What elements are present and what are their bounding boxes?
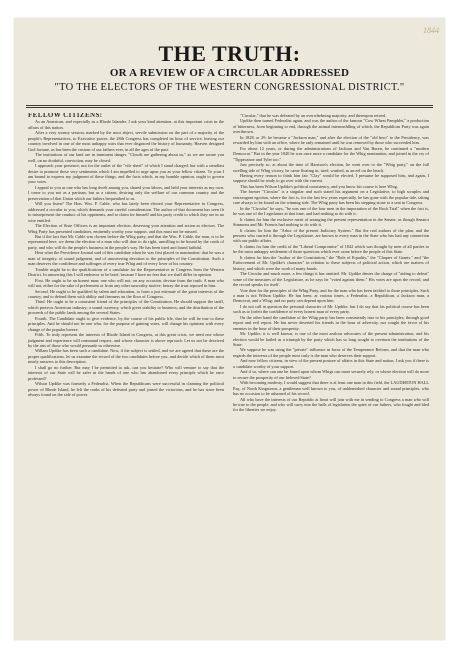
body-paragraph: On the other hand the candidate of the Whig party has been consistently true to his principles, through good report and evil report. He has never deserted his friends in the hour of adversity, nor sought the favor of his enemies in the hour of their prosperity. — [233, 314, 429, 331]
body-paragraph: Trouble might be to the qualifications of a candidate for the Representative in Congress from the Western District. In answering this I will endeavor to be brief, because I have no fear that we shall differ in opinion. — [28, 266, 224, 278]
body-paragraph: I do not call in question the personal character of Mr. Updike, but I do say that his political course has been such as to forfeit the confidence of every honest man of every party. — [233, 303, 429, 315]
body-paragraph: It claims for him the "author of the Constitution," the "Rule of Equality," the "Chapter of Grants," and "the Enforcement of Mr. Updike's character" in relation to these subjects of political action, which are matters of history, and which were the work of many hands. — [233, 254, 429, 271]
broadside-sheet — [14, 18, 445, 640]
left-column — [28, 113, 224, 633]
salutation: FELLOW CITIZENS: — [28, 113, 103, 119]
body-paragraph: And if so, where can one be found upon whom Whigs can more securely rely, or whose election will do more to secure the prosperity of our beloved State? — [233, 369, 429, 380]
body-paragraph: As an American, and especially as a Rhode Islander, I ask your kind attention, at this important crisis in the affairs of this nation. — [28, 119, 224, 130]
body-paragraph: I approach your presence, not for the outlet of the "vile sheet" of which I stand charged, but with a steadfast desire to promote those very sentiments which I am impelled to urge upon you as your fellow citizen. To your I am bound to express my judgment of these things, and the facts which, in my humble opinion, ought to govern your votes. — [28, 163, 224, 185]
body-paragraph: Hear what the Providence Journal said of this candidate when he was first placed in nomination: that he was a man of integrity, of sound judgment, and of unwavering devotion to the principles of the Constitution. Such a man deserves the confidence and suffrages of every true Whig and of every lover of his country. — [28, 250, 224, 267]
body-paragraph: First. He ought to be an honest man; one who will not, on any occasion, deviate from the truth. A man who will not, either for the sake of preferment or from any other unworthy motive, betray the trust reposed in him. — [28, 277, 224, 289]
body-paragraph: Mr. Updike, it is well known, is one of the most zealous advocates of the present administration, and his election would be hailed as a triumph by the party which has so long sought to overturn the institutions of the State. — [233, 331, 429, 348]
body-paragraph: The former "Circular" is a singular and such stated his argument on a Legislative, to high scruples and extravagant egotism, where the fact is, for the last few years especially, he has gone with the popular tide, taking care always to be found on the winning side. The Whig party has been his stepping stone to a seat in Congress. — [233, 189, 429, 206]
body-paragraph: And now fellow citizens, in view of the present posture of affairs in this State and nation, I ask you if there is a candidate worthy of your support. — [233, 358, 429, 369]
body-paragraph: Just precisely so, at about the time of Harrison's election, he went over to the "Whig party," on the full swelling tide of Whig victory, he came floating in, tired, washed, as an eel on the beach. — [233, 162, 429, 173]
body-paragraph: This has been Wilson Updike's political consistency, and you know his course is here Whig. — [240, 183, 398, 189]
document-title: THE TRUTH: — [158, 41, 301, 66]
body-paragraph: It claims for him the exclusive merit of arranging the present representation in the Senate, as though Senator Simmons and Mr. Francis had nothing to do with it. — [233, 216, 429, 228]
body-paragraph: Having every reason to think him fair "Clay" would be elected, I presume he supposed him, and again, I suppose should be ready to go over with the current. — [233, 172, 429, 184]
body-paragraph: In 1828, or 29, he became a "Jackson man," and after the election of the "old hero" to the Presidency, was rewarded by him with an office, where he only remained until he was removed by those who succeeded him. — [233, 134, 429, 146]
body-paragraph: It claims for him the "Arbor of the present Judiciary System." But the real authors of the plan, and the persons who carried it through the Legislature, are known to every man in the State who has had any connection with our public affairs. — [233, 227, 429, 244]
body-paragraph: We suppose he was using the "private" influence in favor of the Temperance Reform, and that the man who regards the interests of the people most truly is the man who deserves their support. — [233, 347, 429, 358]
body-paragraph: Fourth. The Candidate ought to give evidence, by the course of his public life, that he will be true to these principles. And he should not be one who, for the purpose of gaining votes, will change his opinions with every change of the popular breeze. — [28, 315, 224, 332]
body-paragraph: The Circular and much more, a few things it has omitted. Mr. Updike denies the charge of "aiding to defeat" some of the measures of the Legislature, as he says he "voted against them." His votes are upon the record, and the record speaks for itself. — [233, 271, 429, 288]
document-subtitle-address: "TO THE ELECTORS OF THE WESTERN CONGRESSIONAL DISTRICT." — [54, 82, 405, 93]
right-column — [233, 113, 429, 633]
body-paragraph: The Election of Siste Officers is an important election, deserving your attention and action as electors. The Whig Party has presented candidates, eminently worthy your support, and this must not be missed. — [28, 223, 224, 234]
body-paragraph: "Circular," that he was defeated by an overwhelming majority, and thereupon retired. — [240, 113, 387, 118]
body-paragraph: With becoming modesty, I would suggest that there is at least one man in this field, the LAUDERTON HALL Esq. of North Kingstown, a gentleman well known to you, of unblemished character and sound principles, who has no occasion to be ashamed of his record. — [233, 380, 429, 397]
handwritten-note: 1844 — [423, 26, 439, 35]
body-paragraph: It claims for him the credit of the "Liberal Compromise" of 1842 which was thought by men of all parties to be the most unhappy settlement of those questions which ever came before the people of this State. — [233, 243, 429, 255]
body-paragraph: After a very stormy session, marked by the most abject, servile submission on the part of a majority of the people's Representatives, to Executive power, the 28th Congress has completed its hour of service, leaving our country involved in one of the most unhappy wars that ever disgraced the history of humanity. Heaven designed God fortune, as has been the custom of our fathers ever, in all the ages of the past. — [28, 130, 224, 152]
body-paragraph: Willam Updike has been such a candidate. Now, if the subject is settled, and we are agreed that these are the proper qualifications, let us examine the record of the two candidates before you, and decide which of them most nearly answers to this description. — [28, 348, 224, 365]
body-paragraph: Wilson Updike was formerly a Federalist. When the Republicans were successful in claiming the political power of Rhode Island, he left the ranks of his defeated party and joined the victorious, and he has since been always found on the side of power. — [28, 381, 224, 398]
body-paragraph: In the "Circular" he says, "he was one of the four men in the importation of the Rock Trial" when the fact is, he was one of the Legislature at that time, and had nothing to do with it. — [233, 205, 429, 217]
body-paragraph: For about 12 years, or during the administrations of Jackson and Van Buren, he continued a "modern Democrat." But in the year 1840 he was once more a candidate for the Whig nomination, and joined in the cry of "Tippecanoe and Tyler too." — [233, 145, 429, 162]
body-paragraph: All who have the interests of our Republic at heart will join with me in sending to Congress a man who will be true to the people, and who will carry into the halls of legislation the spirit of our fathers, who fought and bled for the liberties we enjoy. — [233, 396, 429, 413]
body-paragraph: The institutions of our land are in imminent danger. "Clouds are gathering about us," as we are aware you well, on no doubtful, conviction, may be closed. — [28, 152, 224, 163]
body-paragraph: Fifth. To truly represent the interests of Rhode Island in Congress, at this great crisis, we need one whose judgment and experience will command respect, and whose character is above reproach. Let us not be deceived by the arts of those who would persuade us otherwise. — [28, 332, 224, 349]
body-paragraph: Will you listen? The Hon. Wm. P. Cable, who has lately been elected your Representative in Congress, addressed a circular to you, which demands your careful consideration. The author of that document has seen fit to misrepresent the conduct of his opponents, and to claim for himself and his party credit to which they are in no wise entitled. — [28, 201, 224, 223]
divider-rule-thin — [26, 107, 433, 108]
body-paragraph: Third. He ought to be a consistent friend of the principles of the Constitution. He should support the tariff, which protects American industry; a sound currency, which gives stability to business; and the distribution of the proceeds of the public lands among the several States. — [28, 299, 224, 316]
body-paragraph: Second. He ought to be qualified by talent and education, to form a just estimate of the great interests of the country, and to defend them with ability and firmness on the floor of Congress. — [28, 288, 224, 299]
body-paragraph: Vote then for the principles of the Whig Party, and for the man who has been faithful to those principles. Such a man is not Wilson Updike. He has been, at various times, a Federalist, a Republican, a Jackson man, a Democrat, and a Whig; and no party can depend upon him. — [233, 287, 429, 304]
body-paragraph: But if the fact that Mr. Cable was chosen before the Whig party, and that the Wm. P. Cable, the man, is to be represented here, we deem the election of a man who will dare to do right, unwilling to be bound by the cords of party, and who will do the people's business in the people's way. He has been tried and found faithful. — [28, 233, 224, 250]
document-subtitle: OR A REVIEW OF A CIRCULAR ADDRESSED — [109, 67, 350, 79]
body-paragraph: I appeal to you as one who has long dwelt among you, shared your labors, and held your interests as my own. I come to you not as a partisan, but as a citizen, desiring only the welfare of our common country and the preservation of that Union which our fathers bequeathed to us. — [28, 184, 224, 201]
body-paragraph: Updike then turned Federalist again, and was the author of the famous "Cow Wheat Pamphlet," a production of bitterness, from beginning to end, through the animal intermeddling of which, the Republican Party was again overthrown. — [233, 118, 429, 135]
divider-rule — [26, 105, 433, 106]
body-paragraph: I shall go no further. But may I be permitted to ask, can you hesitate? Who will venture to say that the interests of our State will be safer in the hands of one who has abandoned every principle which he once professed? — [28, 364, 224, 381]
masthead — [14, 42, 445, 94]
